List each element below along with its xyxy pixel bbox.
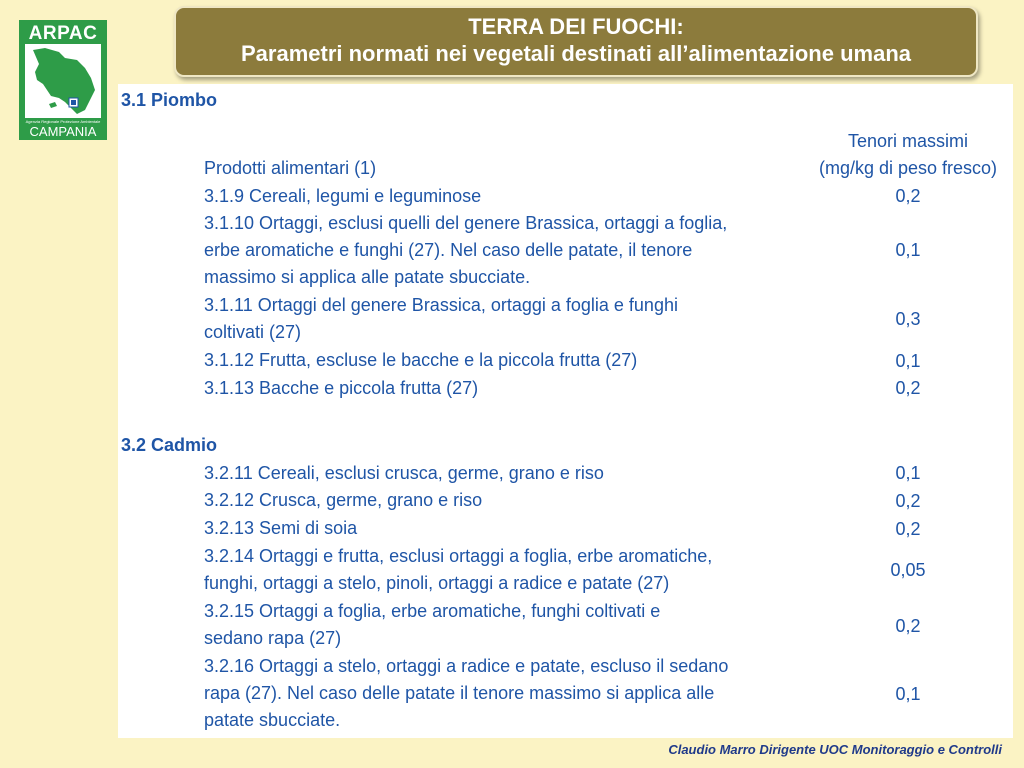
table-row-label: 3.1.9 Cereali, legumi e leguminose	[204, 186, 482, 206]
campania-map-icon	[25, 44, 101, 118]
table-row-label: 3.1.11 Ortaggi del genere Brassica, ortaggi a foglia e funghi	[204, 295, 678, 315]
table-row-label: sedano rapa (27)	[204, 628, 342, 648]
title-line-2: Parametri normati nei vegetali destinati all’alimentazione umana	[241, 41, 911, 66]
table-row-value: 0,05	[890, 560, 926, 580]
table-row-value: 0,2	[895, 519, 921, 539]
table-row-value: 0,1	[895, 684, 921, 704]
table-row-label: 3.2.11 Cereali, esclusi crusca, germe, grano e riso	[204, 463, 604, 483]
table-row-label: rapa (27). Nel caso delle patate il tenore massimo si applica alle	[204, 683, 715, 703]
section-piombo-title: 3.1 Piombo	[121, 90, 218, 110]
table-row-value: 0,1	[895, 351, 921, 371]
table-row-label: patate sbucciate.	[204, 710, 341, 730]
table-row-value: 0,3	[895, 309, 921, 329]
title-line-1: TERRA DEI FUOCHI:	[468, 14, 684, 39]
header-product: Prodotti alimentari (1)	[204, 158, 377, 178]
header-value-line1: Tenori massimi	[847, 131, 969, 151]
table-row-label: coltivati (27)	[204, 322, 302, 342]
table-row-value: 0,2	[895, 378, 921, 398]
table-row-label: funghi, ortaggi a stelo, pinoli, ortaggi a radice e patate (27)	[204, 573, 670, 593]
table-row-value: 0,1	[895, 240, 921, 260]
section-cadmio-title: 3.2 Cadmio	[121, 435, 218, 455]
arpac-logo	[19, 20, 107, 140]
slide-title	[174, 6, 978, 77]
table-row-label: 3.1.13 Bacche e piccola frutta (27)	[204, 378, 479, 398]
table-row-value: 0,2	[895, 491, 921, 511]
table-row-label: 3.1.10 Ortaggi, esclusi quelli del genere Brassica, ortaggi a foglia,	[204, 213, 728, 233]
table-row-value: 0,2	[895, 616, 921, 636]
logo-top-text: ARPAC	[28, 23, 98, 44]
table-row-label: 3.2.14 Ortaggi e frutta, esclusi ortaggi a foglia, erbe aromatiche,	[204, 546, 713, 566]
table-row-label: 3.2.15 Ortaggi a foglia, erbe aromatiche, funghi coltivati e	[204, 601, 661, 621]
content-panel	[118, 84, 1013, 738]
table-row-value: 0,1	[895, 463, 921, 483]
logo-subtitle: Agenzia Regionale Protezione Ambientale	[25, 119, 101, 124]
table-row-label: 3.1.12 Frutta, escluse le bacche e la piccola frutta (27)	[204, 350, 638, 370]
footer-author: Claudio Marro Dirigente UOC Monitoraggio e Controlli	[668, 742, 1002, 757]
logo-bottom-text: CAMPANIA	[29, 124, 97, 139]
table-row-label: 3.2.16 Ortaggi a stelo, ortaggi a radice e patate, escluso il sedano	[204, 656, 729, 676]
table-row-label: 3.2.13 Semi di soia	[204, 518, 358, 538]
header-value-line2: (mg/kg di peso fresco)	[818, 158, 998, 178]
table-row-value: 0,2	[895, 186, 921, 206]
table-row-label: erbe aromatiche e funghi (27). Nel caso delle patate, il tenore	[204, 240, 693, 260]
table-row-label: 3.2.12 Crusca, germe, grano e riso	[204, 490, 483, 510]
table-row-label: massimo si applica alle patate sbucciate.	[204, 267, 531, 287]
